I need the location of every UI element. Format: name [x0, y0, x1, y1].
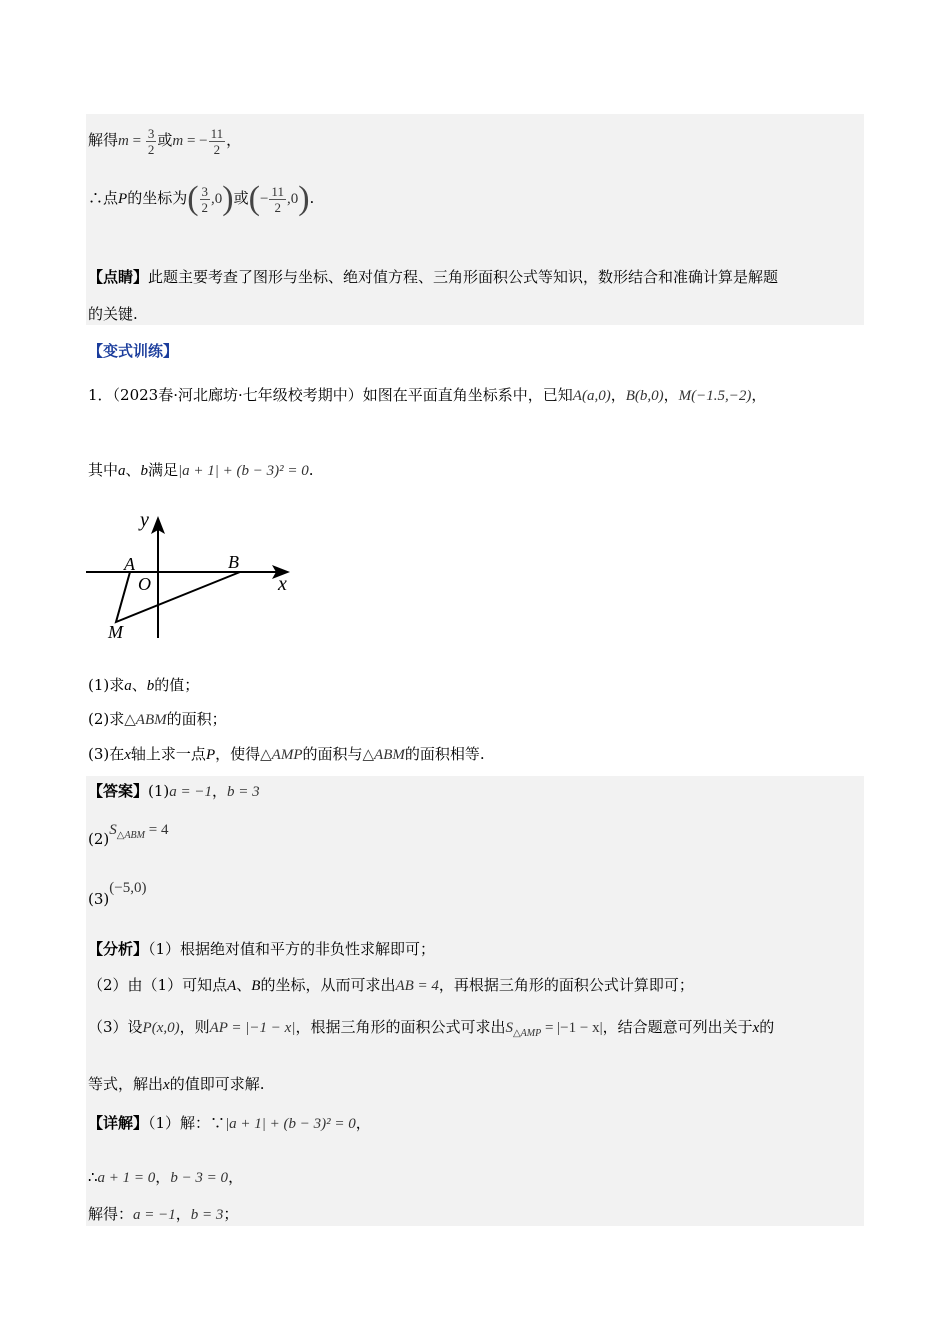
analysis-3: （3）设P(x,0)，则AP = |−1 − x|，根据三角形的面积公式可求出$S_{\triangle AMP} = |-1 - x|$，结合题意可列出关于x的 [88, 1018, 775, 1039]
answer-2: $(2)S_{\triangle ABM} = 4$ [88, 822, 169, 848]
solve-m-line: 解得m = $\frac{3}{2}$ 或m = − $\frac{11}{2}$ ， [88, 125, 242, 157]
fraction-3-2: $\frac{3}{2}$ [147, 125, 155, 157]
answer-1: 【答案】(1)a = −1，b = 3 [88, 782, 260, 800]
problem-statement-line-1: 1．（2023春·河北廊坊·七年级校考期中）如图在平面直角坐标系中，已知A(a,0)，B(b,0)，M(−1.5,−2)， [88, 386, 767, 404]
question-3: (3)在x轴上求一点P，使得△AMP的面积与△ABM的面积相等. [88, 745, 485, 763]
label-M: M [108, 622, 123, 642]
label-B: B [228, 552, 239, 572]
analysis-4: 等式，解出x的值即可求解. [88, 1075, 265, 1093]
label-A: A [124, 554, 135, 574]
detail-1: 【详解】（1）解：∵|a + 1| + (b − 3)² = 0， [88, 1114, 371, 1132]
detail-3: 解得：a = −1，b = 3； [88, 1205, 239, 1223]
variant-training-heading: 【变式训练】 [88, 342, 179, 360]
comment-line-2: 的关键. [88, 305, 138, 323]
comment-line-1: 【点睛】此题主要考查了图形与坐标、绝对值方程、三角形面积公式等知识，数形结合和准确计算是解题 [88, 268, 779, 286]
question-2: (2)求△ABM的面积； [88, 710, 227, 728]
label-x: x [278, 573, 287, 595]
coordinate-figure [86, 506, 306, 646]
analysis-1: 【分析】（1）根据绝对值和平方的非负性求解即可； [88, 940, 436, 958]
answer-panel [86, 776, 864, 1226]
question-1: (1)求a、b的值； [88, 676, 200, 694]
analysis-2: （2）由（1）可知点A、B的坐标，从而可求出AB = 4，再根据三角形的面积公式计算即可； [88, 976, 694, 994]
detail-2: ∴a + 1 = 0，b − 3 = 0， [88, 1168, 244, 1186]
answer-3: (3)(−5,0) [88, 880, 147, 908]
label-y: y [140, 509, 149, 531]
label-O: O [138, 574, 151, 594]
triangle-abm [116, 572, 240, 622]
fraction-11-2: $\frac{11}{2}$ [210, 125, 224, 157]
point-p-coordinates-line: ∴点P的坐标为( $\frac{3}{2}$ ,0)或(− $\frac{11}{2}$ ,0). [88, 180, 315, 217]
problem-condition-line: 其中a、b满足|a + 1| + (b − 3)² = 0. [88, 461, 314, 479]
